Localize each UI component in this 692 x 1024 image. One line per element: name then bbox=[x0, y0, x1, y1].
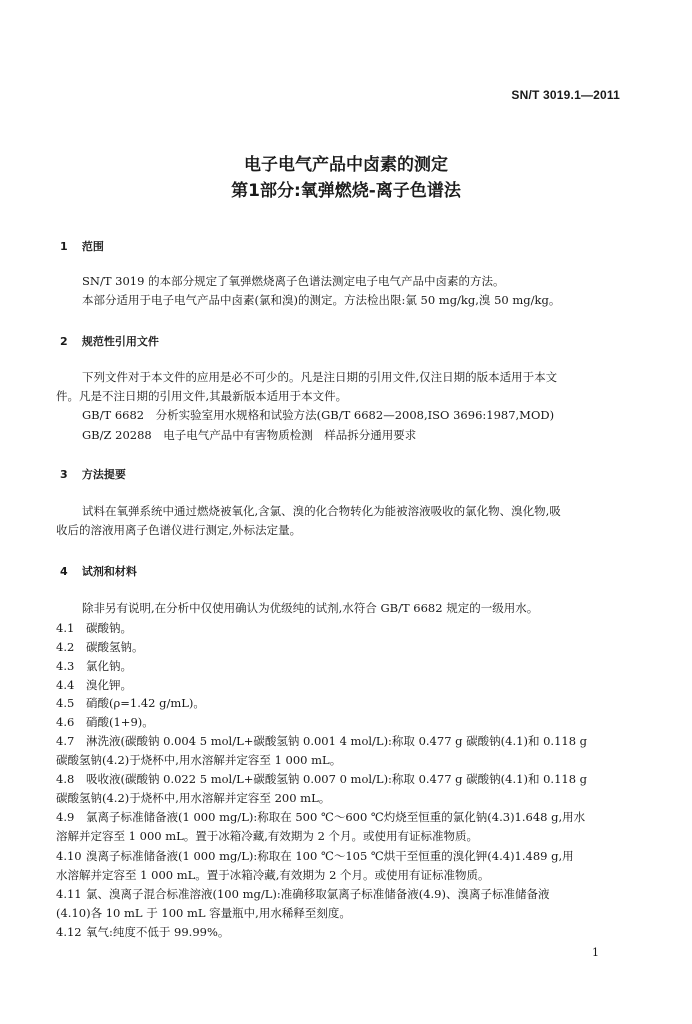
section-4-heading bbox=[60, 563, 137, 579]
item-number: 4.11 bbox=[56, 887, 82, 901]
item-number: 4.8 bbox=[56, 772, 75, 786]
item-text: 溴化钾。 bbox=[86, 678, 132, 692]
list-item-continuation: 碳酸氢钠(4.2)于烧杯中,用水溶解并定容至 1 000 mL。 bbox=[56, 753, 342, 767]
item-number: 4.1 bbox=[56, 621, 75, 635]
item-text: 溴离子标准储备液(1 000 mg/L):称取在 100 ℃～105 ℃烘干至恒重的溴化钾(4.4)1.489 g,用 bbox=[86, 849, 574, 863]
list-item-continuation: 水溶解并定容至 1 000 mL。置于冰箱冷藏,有效期为 2 个月。或使用有证标准物质。 bbox=[56, 868, 490, 882]
item-number: 4.5 bbox=[56, 696, 75, 710]
section-2-heading bbox=[60, 333, 159, 349]
item-text: 碳酸氢钠。 bbox=[86, 640, 144, 654]
section-number: 4 bbox=[60, 565, 68, 578]
list-item-continuation: (4.10)各 10 mL 于 100 mL 容量瓶中,用水稀释至刻度。 bbox=[56, 906, 351, 920]
paragraph: 试料在氧弹系统中通过燃烧被氧化,含氯、溴的化合物转化为能被溶液吸收的氯化物、溴化物,吸 bbox=[82, 504, 561, 518]
item-number: 4.6 bbox=[56, 715, 75, 729]
list-item bbox=[56, 638, 144, 657]
paragraph: 本部分适用于电子电气产品中卤素(氯和溴)的测定。方法检出限:氯 50 mg/kg,溴 50 mg/kg。 bbox=[82, 293, 561, 307]
section-number: 2 bbox=[60, 335, 68, 348]
list-item bbox=[56, 676, 132, 695]
section-title: 方法提要 bbox=[81, 468, 126, 481]
item-text: 氯化钠。 bbox=[86, 659, 132, 673]
item-number: 4.9 bbox=[56, 810, 75, 824]
item-text: 氯离子标准储备液(1 000 mg/L):称取在 500 ℃～600 ℃灼烧至恒重的氯化钠(4.3)1.648 g,用水 bbox=[86, 810, 586, 824]
item-text: 碳酸钠。 bbox=[86, 621, 132, 635]
item-number: 4.3 bbox=[56, 659, 75, 673]
item-text: 淋洗液(碳酸钠 0.004 5 mol/L+碳酸氢钠 0.001 4 mol/L):称取 0.477 g 碳酸钠(4.1)和 0.118 g bbox=[86, 734, 588, 748]
list-item bbox=[56, 619, 132, 638]
paragraph-continuation: 收后的溶液用离子色谱仪进行测定,外标法定量。 bbox=[56, 523, 302, 537]
item-number: 4.4 bbox=[56, 678, 75, 692]
list-item bbox=[56, 770, 587, 789]
list-item bbox=[56, 713, 154, 732]
item-text: 氧气:纯度不低于 99.99%。 bbox=[86, 925, 230, 939]
item-number: 4.7 bbox=[56, 734, 75, 748]
page-number: 1 bbox=[592, 946, 599, 959]
item-text: 吸收液(碳酸钠 0.022 5 mol/L+碳酸氢钠 0.007 0 mol/L):称取 0.477 g 碳酸钠(4.1)和 0.118 g bbox=[86, 772, 588, 786]
list-item bbox=[56, 694, 205, 713]
list-item-continuation: 碳酸氢钠(4.2)于烧杯中,用水溶解并定容至 200 mL。 bbox=[56, 791, 331, 805]
list-item bbox=[56, 885, 550, 904]
document-title: 电子电气产品中卤素的测定 bbox=[244, 155, 448, 175]
paragraph-continuation: 件。凡是不注日期的引用文件,其最新版本适用于本文件。 bbox=[56, 389, 348, 403]
item-number: 4.10 bbox=[56, 849, 82, 863]
section-3-heading bbox=[60, 466, 126, 482]
item-text: 氯、溴离子混合标准溶液(100 mg/L):准确移取氯离子标准储备液(4.9)、溴离子标准储备液 bbox=[86, 887, 550, 901]
item-number: 4.12 bbox=[56, 925, 82, 939]
section-title: 范围 bbox=[81, 240, 104, 253]
paragraph: SN/T 3019 的本部分规定了氧弹燃烧离子色谱法测定电子电气产品中卤素的方法。 bbox=[82, 274, 505, 288]
item-text: 硝酸(1+9)。 bbox=[86, 715, 154, 729]
section-1-heading bbox=[60, 238, 104, 254]
paragraph: 下列文件对于本文件的应用是必不可少的。凡是注日期的引用文件,仅注日期的版本适用于本文 bbox=[82, 370, 558, 384]
standard-code: SN/T 3019.1—2011 bbox=[511, 88, 620, 102]
section-title: 规范性引用文件 bbox=[81, 335, 159, 348]
list-item bbox=[56, 847, 574, 866]
normative-reference: GB/Z 20288 电子电气产品中有害物质检测 样品拆分通用要求 bbox=[82, 428, 417, 442]
list-item bbox=[56, 923, 229, 942]
list-item bbox=[56, 732, 587, 751]
section-number: 3 bbox=[60, 468, 68, 481]
item-text: 硝酸(ρ=1.42 g/mL)。 bbox=[86, 696, 205, 710]
list-item-continuation: 溶解并定容至 1 000 mL。置于冰箱冷藏,有效期为 2 个月。或使用有证标准物质。 bbox=[56, 829, 479, 843]
paragraph: 除非另有说明,在分析中仅使用确认为优级纯的试剂,水符合 GB/T 6682 规定的一级用水。 bbox=[82, 601, 539, 615]
section-number: 1 bbox=[60, 240, 68, 253]
item-number: 4.2 bbox=[56, 640, 75, 654]
list-item bbox=[56, 657, 132, 676]
section-title: 试剂和材料 bbox=[81, 565, 137, 578]
document-subtitle: 第1部分:氧弹燃烧-离子色谱法 bbox=[231, 181, 461, 201]
normative-reference: GB/T 6682 分析实验室用水规格和试验方法(GB/T 6682—2008,ISO 3696:1987,MOD) bbox=[82, 408, 555, 422]
list-item bbox=[56, 808, 585, 827]
